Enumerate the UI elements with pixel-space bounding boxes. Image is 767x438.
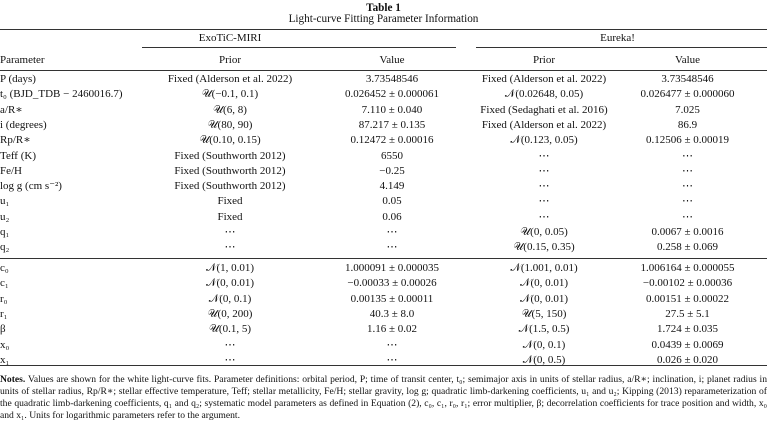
table-cell-value1: 4.149 — [379, 180, 405, 193]
table-cell-value2: 1.006164 ± 0.000055 — [640, 262, 735, 274]
table-cell-value2: ⋯ — [682, 180, 693, 193]
col-header-parameter: Parameter — [0, 54, 45, 66]
table-cell-prior1: Fixed (Southworth 2012) — [174, 164, 286, 177]
table-cell-value1: 1.16 ± 0.02 — [366, 323, 418, 336]
group-header-eureka: Eureka! — [600, 32, 635, 44]
table-cell-prior1: 𝒰(0.10, 0.15) — [199, 134, 261, 147]
table-cell-prior2: ⋯ — [538, 180, 550, 193]
table-title: Table 1 — [366, 2, 401, 14]
table-cell-value2: ⋯ — [682, 210, 693, 223]
table-cell-param: Teff (K) — [0, 149, 36, 162]
table-cell-value2: 0.00151 ± 0.00022 — [645, 292, 730, 305]
table-cell-param: q₂ — [0, 241, 10, 254]
table-cell-prior2: 𝒩(1.001, 0.01) — [510, 262, 578, 274]
notes-text: Values are shown for the white light-curve fits. Parameter definitions: orbital period, P; time of transit center, t₀; semimajor axis in units of stellar radius, a/R∗; inclination, i; planet radius in units of stellar radius, Rp/R∗; stellar effective temperature, Teff; stellar metallicity, Fe/H; stellar gravity, log g; quadratic limb-darkening coefficients, u₁ and u₂; Kipping (2013) reparameterization of the quadratic limb-darkening coefficients, q₁ and q₂; systematic model parameters as defined in Equation (2), c₀, c₁, r₀, r₁; error multiplier, β; decorrelation coefficients for trace position and width, x₀ and x₁. Units for logarithmic parameters refer to the argument. — [0, 374, 767, 421]
table-cell-prior1: 𝒰(6, 8) — [213, 103, 247, 116]
table-cell-prior2: 𝒰(5, 150) — [521, 307, 567, 320]
table-cell-value1: ⋯ — [386, 338, 398, 351]
table-cell-prior2: Fixed (Sedaghati et al. 2016) — [480, 103, 608, 116]
table-cell-param: i (degrees) — [0, 118, 47, 131]
col-header-value-1: Value — [379, 54, 405, 66]
table-cell-param: P (days) — [0, 73, 36, 85]
table-cell-prior2: Fixed (Alderson et al. 2022) — [481, 118, 607, 131]
table-cell-value2: ⋯ — [682, 195, 693, 208]
table-cell-prior2: ⋯ — [538, 195, 550, 208]
table-cell-prior2: 𝒩(0.123, 0.05) — [510, 134, 578, 147]
table-cell-value2: −0.00102 ± 0.00036 — [642, 277, 733, 290]
table-cell-value1: 87.217 ± 0.135 — [358, 118, 426, 131]
table-cell-param: u₁ — [0, 195, 10, 208]
table-cell-prior1: 𝒰(−0.1, 0.1) — [201, 88, 259, 101]
table-cell-param: β — [0, 323, 6, 336]
table-cell-value2: 0.026 ± 0.020 — [656, 353, 719, 366]
table-cell-value1: 7.110 ± 0.040 — [361, 103, 423, 116]
table-cell-prior1: ⋯ — [224, 226, 236, 238]
table-cell-value1: 40.3 ± 8.0 — [369, 307, 415, 320]
group-rule-exotic-miri — [142, 47, 456, 48]
col-header-prior-1: Prior — [219, 54, 241, 66]
table-cell-prior1: Fixed (Alderson et al. 2022) — [167, 73, 293, 85]
header-rule — [0, 70, 767, 71]
table-cell-param: c₁ — [0, 277, 9, 290]
table-cell-param: t₀ (BJD_TDB − 2460016.7) — [0, 88, 123, 101]
table-cell-value2: 27.5 ± 5.1 — [665, 307, 710, 320]
table-cell-prior2: ⋯ — [538, 149, 550, 162]
table-cell-value2: 0.258 ± 0.069 — [656, 241, 719, 254]
group-header-exotic-miri: ExoTiC-MIRI — [198, 32, 262, 44]
table-cell-prior1: 𝒩(1, 0.01) — [205, 262, 255, 274]
table-cell-prior2: 𝒩(0, 0.01) — [519, 277, 569, 290]
table-cell-prior1: 𝒩(0, 0.01) — [205, 277, 255, 290]
table-cell-param: x₀ — [0, 338, 10, 351]
table-cell-value2: 0.0067 ± 0.0016 — [651, 226, 724, 238]
table-cell-prior1: 𝒩(0, 0.1) — [208, 292, 252, 305]
table-cell-param: c₀ — [0, 262, 9, 274]
table-cell-value1: −0.00033 ± 0.00026 — [347, 277, 437, 290]
table-cell-value2: 0.026477 ± 0.000060 — [640, 88, 735, 101]
table-cell-value2: ⋯ — [682, 164, 693, 177]
table-cell-prior1: 𝒰(0.1, 5) — [209, 323, 251, 336]
bottom-rule — [0, 365, 767, 366]
group-rule-eureka — [476, 47, 767, 48]
table-cell-prior1: ⋯ — [224, 353, 236, 366]
table-cell-value2: 7.025 — [675, 103, 700, 116]
table-cell-param: a/R∗ — [0, 103, 23, 116]
table-cell-prior1: ⋯ — [224, 338, 236, 351]
table-cell-param: r₁ — [0, 307, 8, 320]
top-rule — [0, 29, 767, 30]
group-separator-rule — [0, 258, 767, 259]
col-header-prior-2: Prior — [533, 54, 555, 66]
table-cell-prior2: 𝒩(0.02648, 0.05) — [504, 88, 584, 101]
table-cell-prior2: ⋯ — [538, 164, 550, 177]
table-cell-value1: 0.12472 ± 0.00016 — [350, 134, 434, 147]
table-cell-prior2: 𝒰(0, 0.05) — [520, 226, 568, 238]
table-cell-value1: 6550 — [381, 149, 403, 162]
table-cell-prior1: Fixed — [217, 195, 243, 208]
table-subtitle: Light-curve Fitting Parameter Information — [288, 13, 479, 25]
table-cell-value1: 3.73548546 — [365, 73, 419, 85]
col-header-value-2: Value — [674, 54, 701, 66]
table-cell-param: Rp/R∗ — [0, 134, 31, 147]
table-cell-value1: ⋯ — [386, 226, 398, 238]
table-cell-param: r₀ — [0, 292, 8, 305]
table-cell-value1: 0.06 — [382, 210, 402, 223]
notes-label: Notes. — [0, 374, 26, 385]
table-cell-value2: 0.12506 ± 0.00019 — [645, 134, 730, 147]
table-cell-value2: 3.73548546 — [661, 73, 714, 85]
table-cell-param: x₁ — [0, 353, 10, 366]
table-cell-value1: 0.05 — [382, 195, 402, 208]
table-notes — [0, 374, 767, 422]
table-cell-param: Fe/H — [0, 164, 22, 177]
table-cell-prior2: 𝒩(0, 0.01) — [519, 292, 569, 305]
table-cell-prior2: 𝒩(0, 0.1) — [522, 338, 566, 351]
table-cell-prior1: Fixed — [217, 210, 243, 223]
table-cell-value2: 86.9 — [677, 118, 698, 131]
table-cell-value2: 0.0439 ± 0.0069 — [651, 338, 724, 351]
table-cell-param: u₂ — [0, 210, 10, 223]
table-cell-prior1: Fixed (Southworth 2012) — [174, 149, 286, 162]
table-cell-prior2: 𝒩(0, 0.5) — [522, 353, 566, 366]
table-cell-prior2: Fixed (Alderson et al. 2022) — [481, 73, 607, 85]
table-cell-prior1: ⋯ — [224, 241, 236, 254]
table-cell-value2: 1.724 ± 0.035 — [656, 323, 719, 336]
table-cell-value1: 1.000091 ± 0.000035 — [344, 262, 440, 274]
table-cell-prior2: 𝒩(1.5, 0.5) — [518, 323, 570, 336]
table-cell-value2: ⋯ — [682, 149, 693, 162]
table-cell-param: q₁ — [0, 226, 10, 238]
table-cell-prior1: Fixed (Southworth 2012) — [174, 180, 286, 193]
table-cell-value1: −0.25 — [379, 164, 405, 177]
table-cell-value1: 0.026452 ± 0.000061 — [344, 88, 440, 101]
table-cell-prior2: 𝒰(0.15, 0.35) — [513, 241, 575, 254]
table-cell-value1: 0.00135 ± 0.00011 — [350, 292, 434, 305]
table-cell-value1: ⋯ — [386, 241, 398, 254]
table-cell-prior1: 𝒰(0, 200) — [207, 307, 253, 320]
table-cell-prior2: ⋯ — [538, 210, 550, 223]
table-cell-prior1: 𝒰(80, 90) — [207, 118, 253, 131]
table-cell-value1: ⋯ — [386, 353, 398, 366]
table-cell-param: log g (cm s⁻²) — [0, 180, 62, 193]
